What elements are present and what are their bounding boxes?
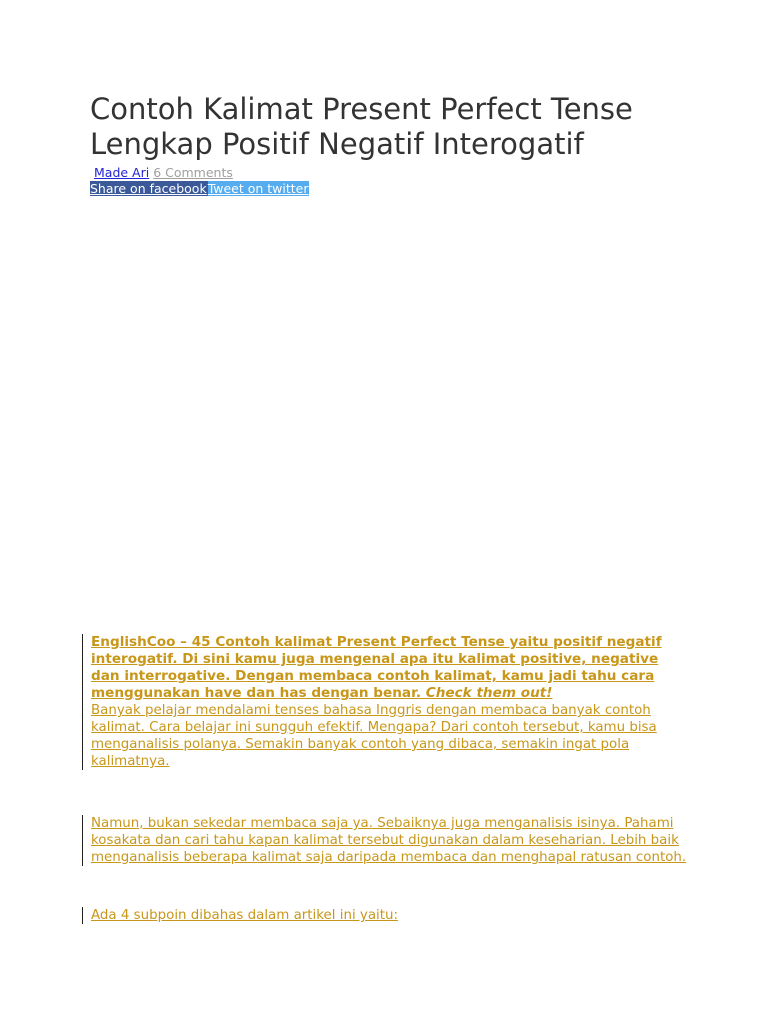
quote-block	[82, 907, 691, 924]
lead-paragraph	[91, 634, 691, 702]
share-twitter-button[interactable]: Tweet on twitter	[207, 181, 309, 196]
lead-emphasis: Check them out!	[425, 685, 553, 701]
comments-link[interactable]: 6 Comments	[153, 165, 233, 180]
lead-text: EnglishCoo – 45 Contoh kalimat Present Perfect Tense yaitu positif negatif interogatif. Di sini kamu juga mengenal apa itu kalimat positive, negative dan interrogative. Dengan membaca contoh kalimat, kamu jadi tahu cara menggunakan have dan has dengan benar.	[91, 634, 662, 701]
body-paragraph: Ada 4 subpoin dibahas dalam artikel ini yaitu:	[91, 908, 399, 923]
article-meta	[90, 165, 233, 181]
intro-block	[82, 634, 691, 770]
body-paragraph: Banyak pelajar mendalami tenses bahasa Inggris dengan membaca banyak contoh kalimat. Cara belajar ini sungguh efektif. Mengapa? Dari contoh tersebut, kamu bisa menganalisis polanya. Semakin banyak contoh yang dibaca, semakin ingat pola kalimatnya.	[91, 703, 657, 769]
share-bar	[90, 181, 309, 196]
share-facebook-button[interactable]: Share on facebook	[90, 181, 207, 196]
body-paragraph: Namun, bukan sekedar membaca saja ya. Sebaiknya juga menganalisis isinya. Pahami kosakata dan cari tahu kapan kalimat tersebut digunakan dalam keseharian. Lebih baik menganalisis beberapa kalimat saja daripada membaca dan menghapal ratusan contoh.	[91, 816, 687, 865]
page-title: Contoh Kalimat Present Perfect Tense Lengkap Positif Negatif Interogatif	[90, 92, 633, 161]
author-link[interactable]: Made Ari	[94, 165, 150, 180]
quote-block	[82, 815, 691, 866]
